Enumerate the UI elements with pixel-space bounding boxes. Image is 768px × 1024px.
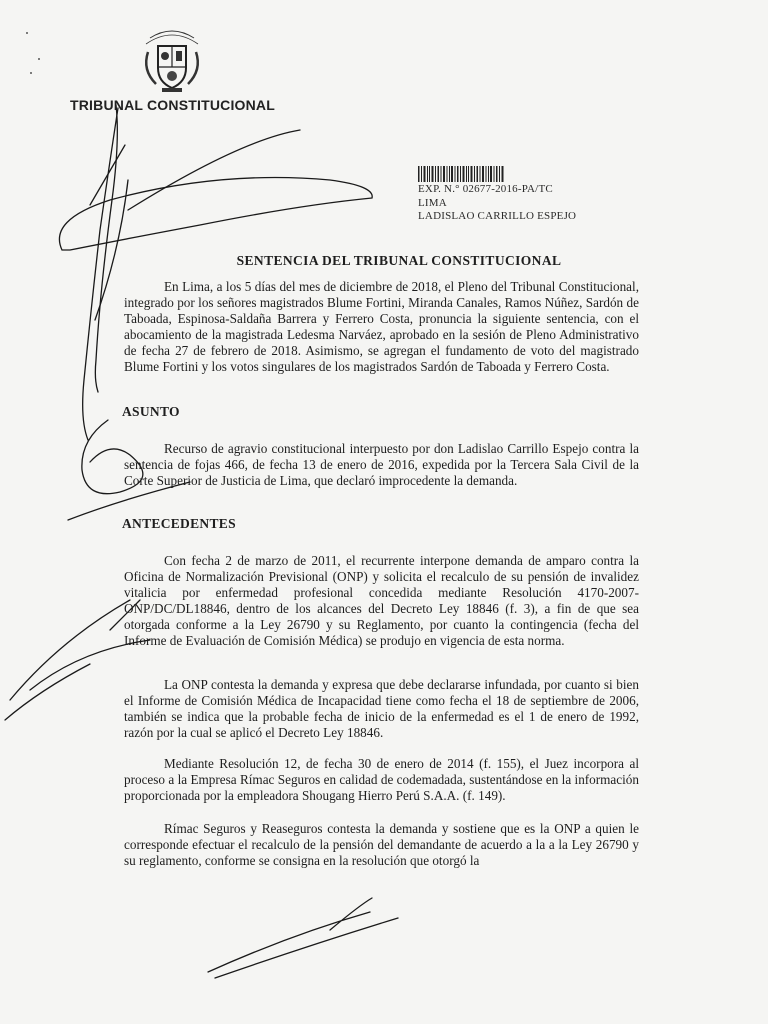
antecedentes-text-1: Con fecha 2 de marzo de 2011, el recurrente interpone demanda de amparo contra la Oficina de Normalización Previsional (ONP) y solicita el recalculo de su pensión de invalidez vitalicia por enfermedad profesional concedida mediante Resolución 4170-2007-ONP/DC/DL18846, dentro de los alcances del Decreto Ley 18846 (f. 3), a fin de que sea otorgada conforme a la Ley 26790 y su Reglamento, por cuanto la contingencia (fecha del Informe de Evaluación de Comisión Médica) se produjo en vigencia de esta norma.	[124, 553, 639, 648]
signature-lower-tail	[5, 664, 90, 720]
case-party: LADISLAO CARRILLO ESPEJO	[418, 210, 577, 222]
intro-paragraph	[124, 279, 639, 374]
case-reference	[418, 183, 576, 224]
antecedentes-paragraph-3	[124, 756, 639, 804]
antecedentes-paragraph-4	[124, 821, 639, 869]
antecedentes-text-2: La ONP contesta la demanda y expresa que debe declararse infundada, por cuanto si bien el Informe de Comisión Médica de Incapacidad tiene como fecha el 18 de septiembre de 2006, también se indica que la probable fecha de inicio de la enfermedad es el 1 de enero de 1992, razón por la cual se aplicó el Decreto Ley 18846.	[124, 677, 639, 740]
document-title: SENTENCIA DEL TRIBUNAL CONSTITUCIONAL	[236, 253, 562, 268]
asunto-heading: ASUNTO	[122, 404, 180, 419]
antecedentes-paragraph-1	[124, 553, 639, 648]
asunto-paragraph	[124, 441, 639, 489]
signature-vertical	[95, 105, 117, 392]
case-city: LIMA	[418, 196, 447, 209]
signature-arc	[128, 130, 300, 210]
asunto-text: Recurso de agravio constitucional interpuesto por don Ladislao Carrillo Espejo contra la sentencia de fojas 466, de fecha 13 de enero de 2016, expedida por la Tercera Sala Civil de la Corte Superior de Justicia de Lima, que declaró improcedente la demanda.	[124, 441, 639, 488]
barcode-icon	[418, 166, 504, 182]
antecedentes-text-3: Mediante Resolución 12, de fecha 30 de enero de 2014 (f. 155), el Juez incorpora al proceso a la Empresa Rímac Seguros en calidad de codemadada, sustentándose en la información proporcionada por la empleadora Shougang Hierro Perú S.A.A. (f. 149).	[124, 756, 639, 803]
signature-loop-top	[83, 108, 118, 440]
signature-sweep	[59, 178, 372, 251]
signature-diagonal	[90, 145, 128, 320]
institution-name: TRIBUNAL CONSTITUCIONAL	[70, 97, 275, 113]
antecedentes-text-4: Rímac Seguros y Reaseguros contesta la demanda y sostiene que es la ONP a quien le corresponde efectuar el recalculo de la pensión del demandante de acuerdo a la a la Ley 26790 y su reglamento, conforme se consigna en la resolución que otorgó la	[124, 821, 639, 868]
intro-text: En Lima, a los 5 días del mes de diciembre de 2018, el Pleno del Tribunal Constitucional, integrado por los señores magistrados Blume Fortini, Miranda Canales, Ramos Núñez, Sardón de Taboada, Espinosa-Saldaña Barrera y Ferrero Costa, pronuncia la siguiente sentencia, con el abocamiento de la magistrada Ledesma Narváez, aprobado en la sesión de Pleno Administrativo de fecha 27 de febrero de 2018. Asimismo, se agregan el fundamento de voto del magistrado Blume Fortini y los votos singulares de los magistrados Sardón de Taboada y Ferrero Costa.	[124, 279, 639, 374]
antecedentes-paragraph-2	[124, 677, 639, 741]
signature-bottom	[208, 898, 398, 978]
case-number: EXP. N.° 02677-2016-PA/TC	[418, 183, 553, 195]
coat-of-arms-icon	[138, 22, 206, 96]
antecedentes-heading: ANTECEDENTES	[122, 516, 236, 531]
